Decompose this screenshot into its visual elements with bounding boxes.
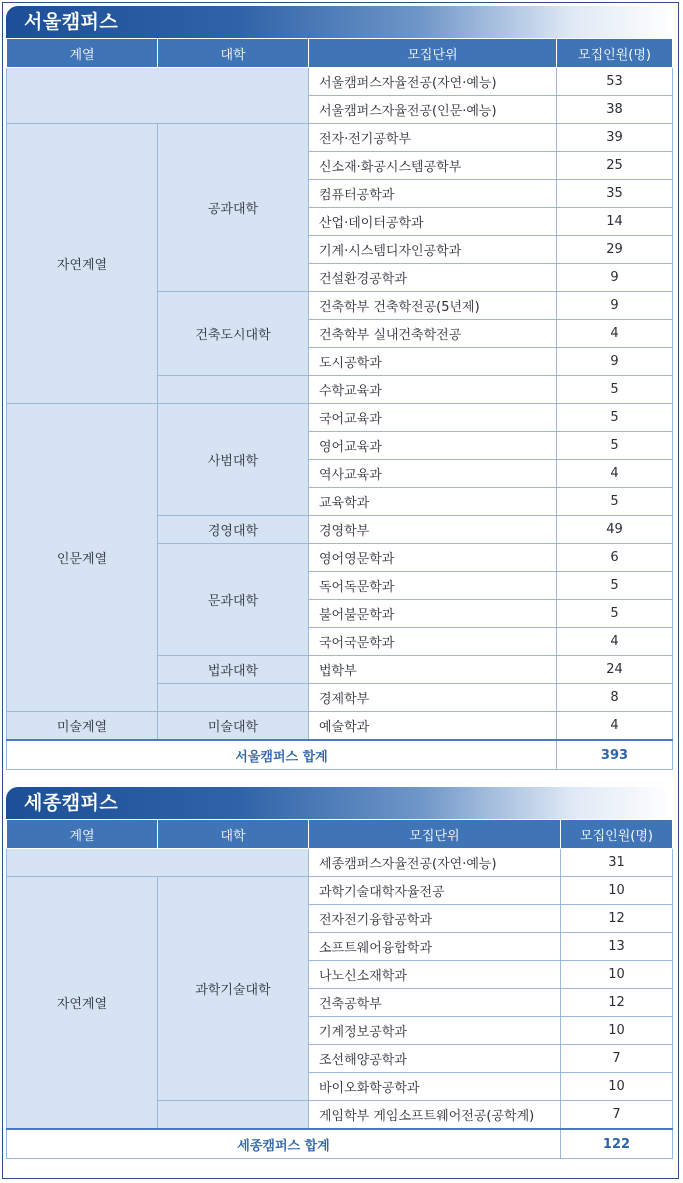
col-header-series: 계열 xyxy=(7,820,158,849)
table-row xyxy=(7,849,673,877)
unit-cell: 국어국문학과 xyxy=(309,628,557,656)
unit-cell: 국어교육과 xyxy=(309,404,557,432)
sejong-admission-table xyxy=(6,819,673,1159)
count-cell: 53 xyxy=(557,68,673,96)
count-cell: 10 xyxy=(561,877,673,905)
count-cell: 6 xyxy=(557,544,673,572)
unit-cell: 교육학과 xyxy=(309,488,557,516)
count-cell: 5 xyxy=(557,488,673,516)
seoul-campus-section xyxy=(6,6,672,770)
count-cell: 5 xyxy=(557,376,673,404)
count-cell: 5 xyxy=(557,432,673,460)
college-cell-liberal-arts: 문과대학 xyxy=(158,544,309,656)
unit-cell: 영어교육과 xyxy=(309,432,557,460)
total-label: 세종캠퍼스 합계 xyxy=(7,1129,561,1159)
table-row xyxy=(7,712,673,741)
unit-cell: 건축학부 건축학전공(5년제) xyxy=(309,292,557,320)
table-row xyxy=(7,124,673,152)
count-cell: 4 xyxy=(557,460,673,488)
total-row xyxy=(7,1129,673,1159)
count-cell: 8 xyxy=(557,684,673,712)
count-cell: 31 xyxy=(561,849,673,877)
unit-cell: 기계정보공학과 xyxy=(309,1017,561,1045)
count-cell: 9 xyxy=(557,264,673,292)
table-row xyxy=(7,877,673,905)
unit-cell: 도시공학과 xyxy=(309,348,557,376)
count-cell: 5 xyxy=(557,572,673,600)
seoul-campus-title: 서울캠퍼스 xyxy=(6,6,672,38)
total-value: 122 xyxy=(561,1129,673,1159)
count-cell: 25 xyxy=(557,152,673,180)
col-header-series: 계열 xyxy=(7,39,158,68)
unit-cell: 건축공학부 xyxy=(309,989,561,1017)
unit-cell: 나노신소재학과 xyxy=(309,961,561,989)
col-header-college: 대학 xyxy=(158,39,309,68)
college-cell-art: 미술대학 xyxy=(158,712,309,741)
unit-cell: 컴퓨터공학과 xyxy=(309,180,557,208)
count-cell: 5 xyxy=(557,600,673,628)
unit-cell: 게임학부 게임소프트웨어전공(공학계) xyxy=(309,1101,561,1130)
count-cell: 12 xyxy=(561,905,673,933)
unit-cell: 역사교육과 xyxy=(309,460,557,488)
empty-cell xyxy=(7,849,309,877)
college-cell-architecture: 건축도시대학 xyxy=(158,292,309,376)
unit-cell: 불어불문학과 xyxy=(309,600,557,628)
count-cell: 49 xyxy=(557,516,673,544)
count-cell: 4 xyxy=(557,712,673,741)
college-cell-empty xyxy=(158,1101,309,1130)
unit-cell: 법학부 xyxy=(309,656,557,684)
sejong-campus-section xyxy=(6,787,672,1159)
unit-cell: 기계·시스템디자인공학과 xyxy=(309,236,557,264)
total-value: 393 xyxy=(557,740,673,770)
count-cell: 13 xyxy=(561,933,673,961)
unit-cell: 조선해양공학과 xyxy=(309,1045,561,1073)
unit-cell: 서울캠퍼스자율전공(인문·예능) xyxy=(309,96,557,124)
unit-cell: 신소재·화공시스템공학부 xyxy=(309,152,557,180)
unit-cell: 영어영문학과 xyxy=(309,544,557,572)
col-header-unit: 모집단위 xyxy=(309,820,561,849)
unit-cell: 독어독문학과 xyxy=(309,572,557,600)
unit-cell: 소프트웨어융합학과 xyxy=(309,933,561,961)
count-cell: 10 xyxy=(561,1073,673,1101)
unit-cell: 건축학부 실내건축학전공 xyxy=(309,320,557,348)
count-cell: 35 xyxy=(557,180,673,208)
series-cell-natural: 자연계열 xyxy=(7,124,158,404)
unit-cell: 예술학과 xyxy=(309,712,557,741)
count-cell: 10 xyxy=(561,1017,673,1045)
unit-cell: 경제학부 xyxy=(309,684,557,712)
unit-cell: 전자·전기공학부 xyxy=(309,124,557,152)
count-cell: 9 xyxy=(557,292,673,320)
seoul-admission-table xyxy=(6,38,673,770)
unit-cell: 전자전기융합공학과 xyxy=(309,905,561,933)
college-cell-law: 법과대학 xyxy=(158,656,309,684)
college-cell-education: 사범대학 xyxy=(158,404,309,516)
count-cell: 24 xyxy=(557,656,673,684)
count-cell: 4 xyxy=(557,320,673,348)
college-cell-engineering: 공과대학 xyxy=(158,124,309,292)
col-header-unit: 모집단위 xyxy=(309,39,557,68)
count-cell: 9 xyxy=(557,348,673,376)
count-cell: 7 xyxy=(561,1101,673,1130)
college-cell-empty xyxy=(158,684,309,712)
total-row xyxy=(7,740,673,770)
unit-cell: 수학교육과 xyxy=(309,376,557,404)
count-cell: 7 xyxy=(561,1045,673,1073)
col-header-count: 모집인원(명) xyxy=(561,820,673,849)
col-header-count: 모집인원(명) xyxy=(557,39,673,68)
table-header-row xyxy=(7,820,673,849)
count-cell: 5 xyxy=(557,404,673,432)
count-cell: 10 xyxy=(561,961,673,989)
sejong-campus-title: 세종캠퍼스 xyxy=(6,787,672,819)
college-cell-business: 경영대학 xyxy=(158,516,309,544)
count-cell: 39 xyxy=(557,124,673,152)
college-cell-empty xyxy=(158,376,309,404)
empty-cell xyxy=(7,68,309,124)
college-cell-science-tech: 과학기술대학 xyxy=(158,877,309,1101)
count-cell: 12 xyxy=(561,989,673,1017)
count-cell: 4 xyxy=(557,628,673,656)
count-cell: 29 xyxy=(557,236,673,264)
table-row xyxy=(7,68,673,96)
unit-cell: 경영학부 xyxy=(309,516,557,544)
unit-cell: 서울캠퍼스자율전공(자연·예능) xyxy=(309,68,557,96)
series-cell-natural: 자연계열 xyxy=(7,877,158,1130)
col-header-college: 대학 xyxy=(158,820,309,849)
count-cell: 38 xyxy=(557,96,673,124)
unit-cell: 건설환경공학과 xyxy=(309,264,557,292)
unit-cell: 바이오화학공학과 xyxy=(309,1073,561,1101)
unit-cell: 과학기술대학자율전공 xyxy=(309,877,561,905)
table-header-row xyxy=(7,39,673,68)
series-cell-art: 미술계열 xyxy=(7,712,158,741)
series-cell-humanities: 인문계열 xyxy=(7,404,158,712)
table-row xyxy=(7,404,673,432)
unit-cell: 산업·데이터공학과 xyxy=(309,208,557,236)
total-label: 서울캠퍼스 합계 xyxy=(7,740,557,770)
unit-cell: 세종캠퍼스자율전공(자연·예능) xyxy=(309,849,561,877)
count-cell: 14 xyxy=(557,208,673,236)
